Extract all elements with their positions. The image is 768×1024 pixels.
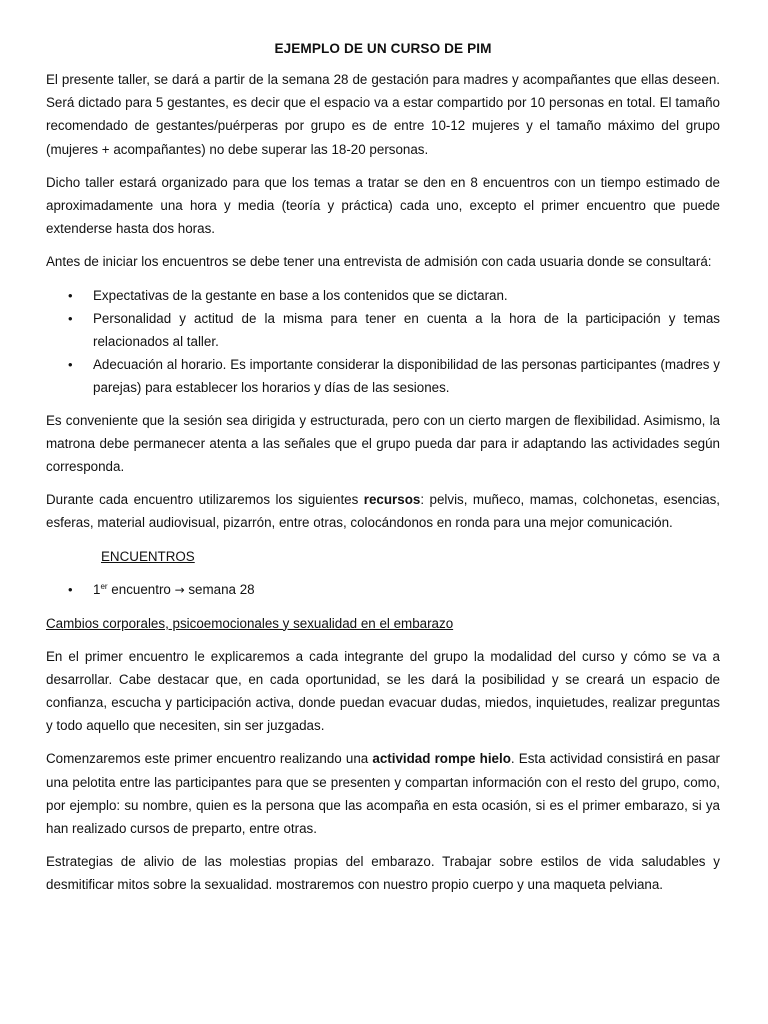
document-title: EJEMPLO DE UN CURSO DE PIM xyxy=(274,41,492,56)
organization-paragraph: Dicho taller estará organizado para que los temas a tratar se den en 8 encuentros con un tiempo estimado de aproximadamente una hora y media (teoría y práctica) cada uno, excepto el primer encuentro que puede extenderse hasta dos horas. xyxy=(46,174,720,237)
arrow-right-icon: → xyxy=(174,582,185,597)
resources-text-before: Durante cada encuentro utilizaremos los siguientes xyxy=(46,492,364,508)
list-item-text: Personalidad y actitud de la misma para tener en cuenta a la hora de la participación y temas relacionados al taller. xyxy=(93,310,720,349)
topic-heading: Cambios corporales, psicoemocionales y sexualidad en el embarazo xyxy=(46,615,454,631)
encuentros-heading: ENCUENTROS xyxy=(101,548,195,564)
bullet-icon: • xyxy=(68,581,73,597)
strategies-paragraph: Estrategias de alivio de las molestias propias del embarazo. Trabajar sobre estilos de vida saludables y desmitificar mitos sobre la sexualidad. mostraremos con nuestro propio cuerpo y una maqueta pelviana. xyxy=(46,854,720,893)
encuentro-week: semana 28 xyxy=(184,581,255,597)
list-item xyxy=(46,284,720,307)
encuentro-number: 1 xyxy=(93,581,101,597)
list-item xyxy=(46,307,720,353)
list-item xyxy=(46,578,720,602)
bullet-icon: • xyxy=(68,287,73,303)
list-item xyxy=(46,353,720,399)
session-paragraph: Es conveniente que la sesión sea dirigida y estructurada, pero con un cierto margen de flexibilidad. Asimismo, la matrona debe permanecer atenta a las señales que el grupo pueda dar para ir adaptando las actividades según corresponda. xyxy=(46,412,720,475)
encuentro-label: encuentro xyxy=(107,581,175,597)
icebreaker-text-before: Comenzaremos este primer encuentro realizando una xyxy=(46,751,373,767)
bullet-icon: • xyxy=(68,356,73,372)
intro-paragraph: El presente taller, se dará a partir de la semana 28 de gestación para madres y acompañantes que ellas deseen. Será dictado para 5 gestantes, es decir que el espacio va a estar compartido por 10 personas en total. El tamaño recomendado de gestantes/puérperas por grupo es de entre 10-12 mujeres y el tamaño máximo del grupo (mujeres + acompañantes) no debe superar las 18-20 personas. xyxy=(46,72,720,157)
admission-bullet-list xyxy=(46,284,720,399)
admission-paragraph: Antes de iniciar los encuentros se debe tener una entrevista de admisión con cada usuaria donde se consultará: xyxy=(46,254,712,270)
bullet-icon: • xyxy=(68,310,73,326)
resources-bold: recursos xyxy=(363,492,421,508)
resources-text-after: : pelvis, muñeco, mamas, colchonetas, esencias, esferas, material audiovisual, pizarrón, entre otras, colocándonos en ronda para una mejor comunicación. xyxy=(46,492,720,531)
icebreaker-paragraph xyxy=(46,747,720,840)
resources-paragraph xyxy=(46,488,720,534)
first-meeting-paragraph: En el primer encuentro le explicaremos a cada integrante del grupo la modalidad del curso y cómo se va a desarrollar. Cabe destacar que, en cada oportunidad, se les dará la posibilidad y se creará un espacio de confianza, escucha y participación activa, donde puedan evacuar dudas, miedos, inquietudes, realizar preguntas y todo aquello que necesiten, sin ser juzgadas. xyxy=(46,648,720,734)
encuentro-bullet-list xyxy=(46,578,720,602)
icebreaker-text-after: . Esta actividad consistirá en pasar una pelotita entre las participantes para que se presenten y compartan información con el resto del grupo, como, por ejemplo: su nombre, quien es la persona que las acompaña en esta ocasión, si es el primer embarazo, si ya han realizado cursos de preparto, entre otras. xyxy=(46,751,720,837)
list-item-text: Expectativas de la gestante en base a los contenidos que se dictaran. xyxy=(93,287,508,303)
encuentro-superscript: er xyxy=(100,581,108,591)
list-item-text: Adecuación al horario. Es importante considerar la disponibilidad de las personas participantes (madres y parejas) para establecer los horarios y días de las sesiones. xyxy=(93,356,720,395)
icebreaker-bold: actividad rompe hielo xyxy=(372,751,511,767)
